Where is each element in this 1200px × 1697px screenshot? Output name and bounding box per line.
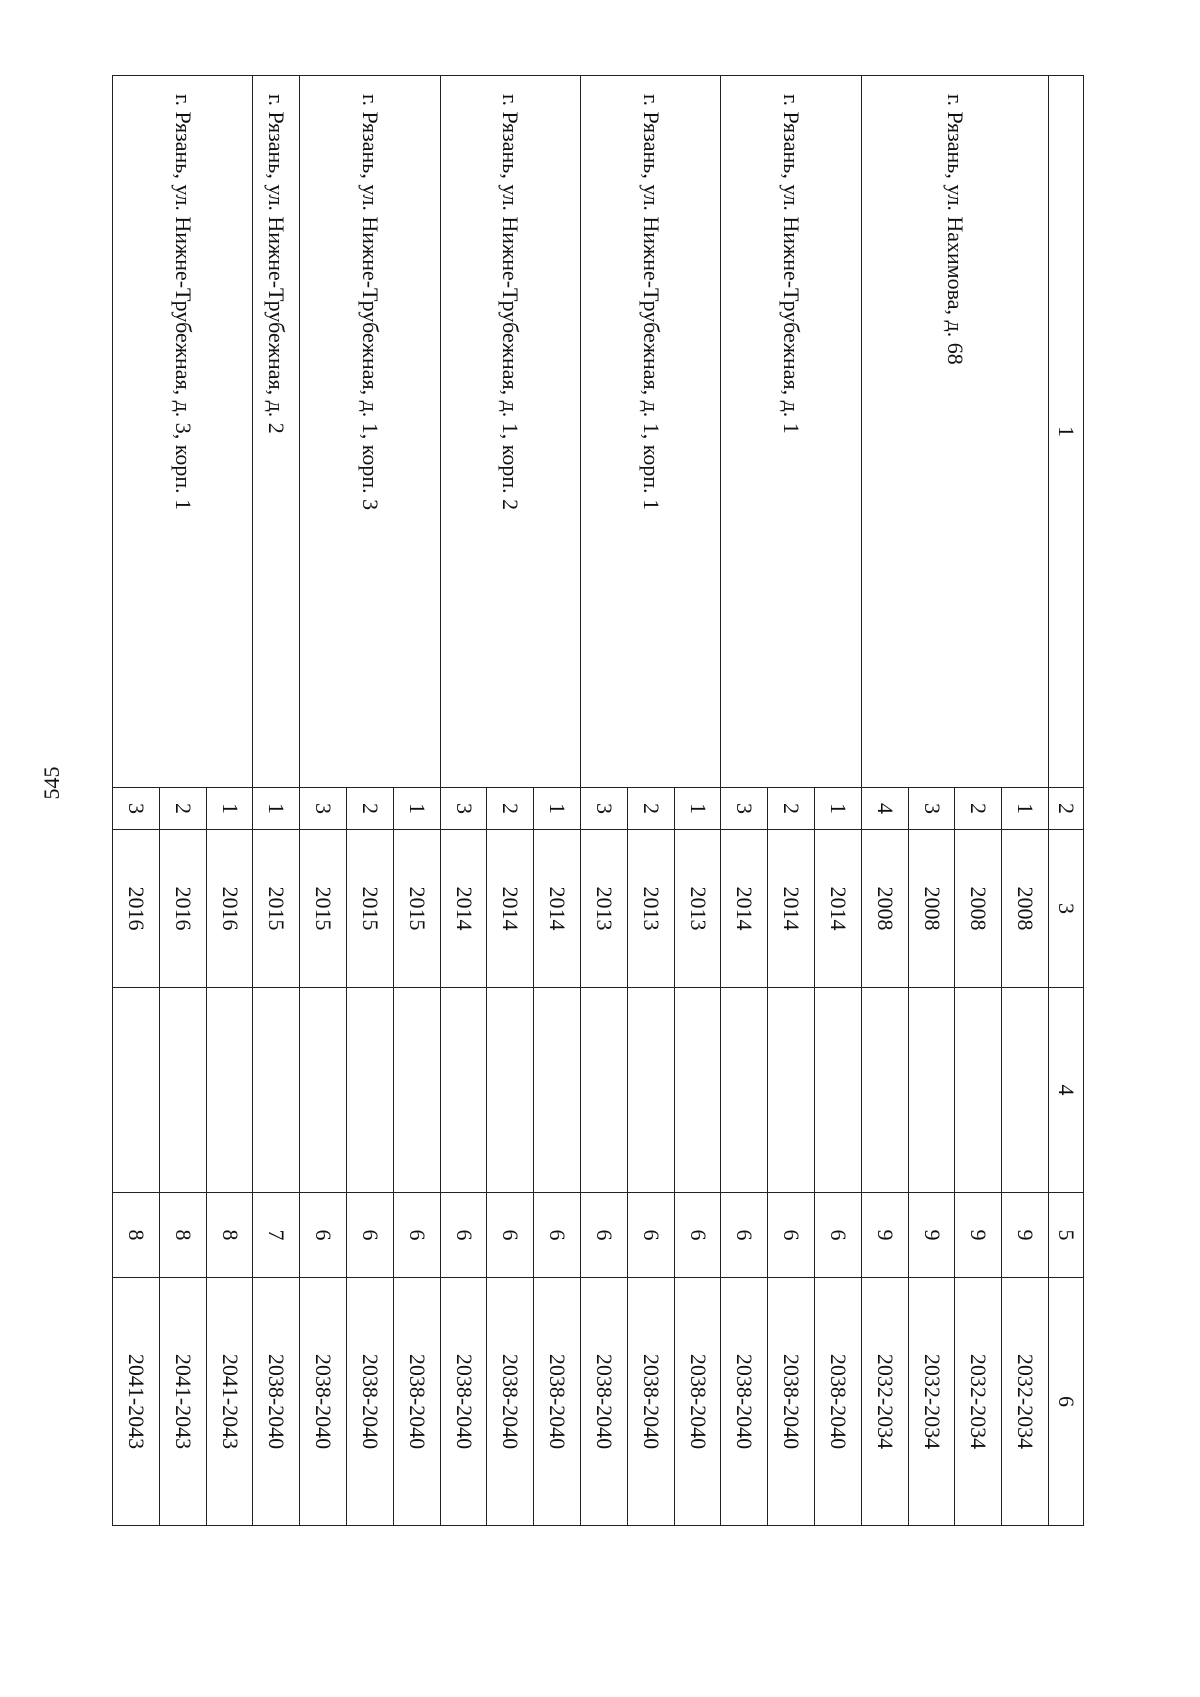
cell-c5: 6: [768, 1193, 815, 1278]
cell-c4: [1002, 988, 1049, 1193]
cell-c2: 3: [113, 788, 160, 830]
cell-c4: [206, 988, 253, 1193]
cell-c3: 2014: [487, 830, 534, 988]
cell-c4: [815, 988, 862, 1193]
cell-c4: [113, 988, 160, 1193]
table-header-row: [1049, 76, 1084, 1526]
cell-c4: [534, 988, 581, 1193]
cell-c6: 2038-2040: [300, 1278, 347, 1526]
table-row: [393, 76, 440, 1526]
cell-c4: [861, 988, 908, 1193]
cell-c5: 7: [253, 1193, 300, 1278]
cell-c2: 3: [721, 788, 768, 830]
cell-c3: 2014: [721, 830, 768, 988]
cell-c2: 2: [627, 788, 674, 830]
cell-c2: 1: [393, 788, 440, 830]
cell-c4: [908, 988, 955, 1193]
table-row: [206, 76, 253, 1526]
cell-c5: 6: [347, 1193, 394, 1278]
cell-c3: 2015: [393, 830, 440, 988]
cell-c3: 2014: [440, 830, 487, 988]
cell-c5: 9: [955, 1193, 1002, 1278]
cell-c3: 2016: [113, 830, 160, 988]
cell-c3: 2013: [627, 830, 674, 988]
header-cell: 5: [1049, 1193, 1084, 1278]
cell-c2: 2: [159, 788, 206, 830]
cell-c3: 2016: [159, 830, 206, 988]
cell-c6: 2038-2040: [440, 1278, 487, 1526]
cell-c4: [300, 988, 347, 1193]
cell-c3: 2013: [581, 830, 628, 988]
address-cell: г. Рязань, ул. Нижне-Трубежная, д. 2: [253, 76, 300, 788]
cell-c5: 6: [300, 1193, 347, 1278]
cell-c6: 2038-2040: [581, 1278, 628, 1526]
cell-c6: 2038-2040: [253, 1278, 300, 1526]
table-row: [674, 76, 721, 1526]
address-cell: г. Рязань, ул. Нижне-Трубежная, д. 1: [721, 76, 861, 788]
cell-c5: 8: [113, 1193, 160, 1278]
cell-c3: 2008: [1002, 830, 1049, 988]
cell-c2: 1: [815, 788, 862, 830]
page-number: 545: [39, 766, 64, 800]
cell-c6: 2041-2043: [159, 1278, 206, 1526]
cell-c6: 2032-2034: [955, 1278, 1002, 1526]
cell-c4: [721, 988, 768, 1193]
cell-c2: 4: [861, 788, 908, 830]
cell-c4: [768, 988, 815, 1193]
cell-c6: 2032-2034: [1002, 1278, 1049, 1526]
cell-c3: 2015: [347, 830, 394, 988]
cell-c4: [347, 988, 394, 1193]
cell-c3: 2015: [300, 830, 347, 988]
cell-c5: 6: [815, 1193, 862, 1278]
cell-c6: 2041-2043: [206, 1278, 253, 1526]
cell-c4: [581, 988, 628, 1193]
header-cell: 4: [1049, 988, 1084, 1193]
table-row: [534, 76, 581, 1526]
cell-c5: 6: [534, 1193, 581, 1278]
header-cell: 2: [1049, 788, 1084, 830]
cell-c4: [159, 988, 206, 1193]
cell-c2: 3: [300, 788, 347, 830]
cell-c2: 1: [534, 788, 581, 830]
cell-c5: 6: [440, 1193, 487, 1278]
address-cell: г. Рязань, ул. Нахимова, д. 68: [861, 76, 1048, 788]
cell-c3: 2016: [206, 830, 253, 988]
cell-c3: 2014: [815, 830, 862, 988]
cell-c2: 3: [581, 788, 628, 830]
cell-c3: 2015: [253, 830, 300, 988]
cell-c6: 2038-2040: [627, 1278, 674, 1526]
cell-c4: [440, 988, 487, 1193]
cell-c5: 6: [581, 1193, 628, 1278]
table-body: [113, 76, 1084, 1526]
cell-c3: 2008: [908, 830, 955, 988]
cell-c5: 9: [1002, 1193, 1049, 1278]
cell-c5: 8: [159, 1193, 206, 1278]
data-table: [112, 75, 1084, 1526]
cell-c2: 3: [908, 788, 955, 830]
cell-c6: 2038-2040: [347, 1278, 394, 1526]
cell-c3: 2008: [861, 830, 908, 988]
table-row: [253, 76, 300, 1526]
cell-c2: 2: [347, 788, 394, 830]
cell-c4: [627, 988, 674, 1193]
rotated-table-container: [112, 75, 1084, 1525]
cell-c2: 1: [206, 788, 253, 830]
address-cell: г. Рязань, ул. Нижне-Трубежная, д. 1, корп. 2: [440, 76, 580, 788]
cell-c6: 2038-2040: [487, 1278, 534, 1526]
cell-c2: 2: [487, 788, 534, 830]
cell-c6: 2038-2040: [721, 1278, 768, 1526]
cell-c2: 3: [440, 788, 487, 830]
cell-c5: 6: [674, 1193, 721, 1278]
address-cell: г. Рязань, ул. Нижне-Трубежная, д. 3, корп. 1: [113, 76, 253, 788]
cell-c5: 9: [861, 1193, 908, 1278]
cell-c3: 2014: [534, 830, 581, 988]
cell-c6: 2041-2043: [113, 1278, 160, 1526]
header-cell: 3: [1049, 830, 1084, 988]
cell-c5: 6: [721, 1193, 768, 1278]
cell-c4: [674, 988, 721, 1193]
cell-c5: 6: [487, 1193, 534, 1278]
cell-c3: 2014: [768, 830, 815, 988]
cell-c4: [253, 988, 300, 1193]
cell-c2: 1: [674, 788, 721, 830]
cell-c5: 6: [627, 1193, 674, 1278]
cell-c5: 9: [908, 1193, 955, 1278]
cell-c2: 2: [955, 788, 1002, 830]
address-cell: г. Рязань, ул. Нижне-Трубежная, д. 1, корп. 1: [581, 76, 721, 788]
cell-c6: 2032-2034: [861, 1278, 908, 1526]
header-cell: 1: [1049, 76, 1084, 788]
cell-c6: 2038-2040: [534, 1278, 581, 1526]
cell-c4: [393, 988, 440, 1193]
cell-c2: 1: [1002, 788, 1049, 830]
cell-c4: [955, 988, 1002, 1193]
cell-c6: 2038-2040: [815, 1278, 862, 1526]
table-row: [1002, 76, 1049, 1526]
cell-c2: 1: [253, 788, 300, 830]
cell-c6: 2038-2040: [674, 1278, 721, 1526]
address-cell: г. Рязань, ул. Нижне-Трубежная, д. 1, корп. 3: [300, 76, 440, 788]
header-cell: 6: [1049, 1278, 1084, 1526]
cell-c4: [487, 988, 534, 1193]
cell-c2: 2: [768, 788, 815, 830]
cell-c5: 6: [393, 1193, 440, 1278]
cell-c6: 2038-2040: [768, 1278, 815, 1526]
cell-c6: 2038-2040: [393, 1278, 440, 1526]
cell-c3: 2008: [955, 830, 1002, 988]
cell-c6: 2032-2034: [908, 1278, 955, 1526]
table-row: [815, 76, 862, 1526]
cell-c3: 2013: [674, 830, 721, 988]
cell-c5: 8: [206, 1193, 253, 1278]
